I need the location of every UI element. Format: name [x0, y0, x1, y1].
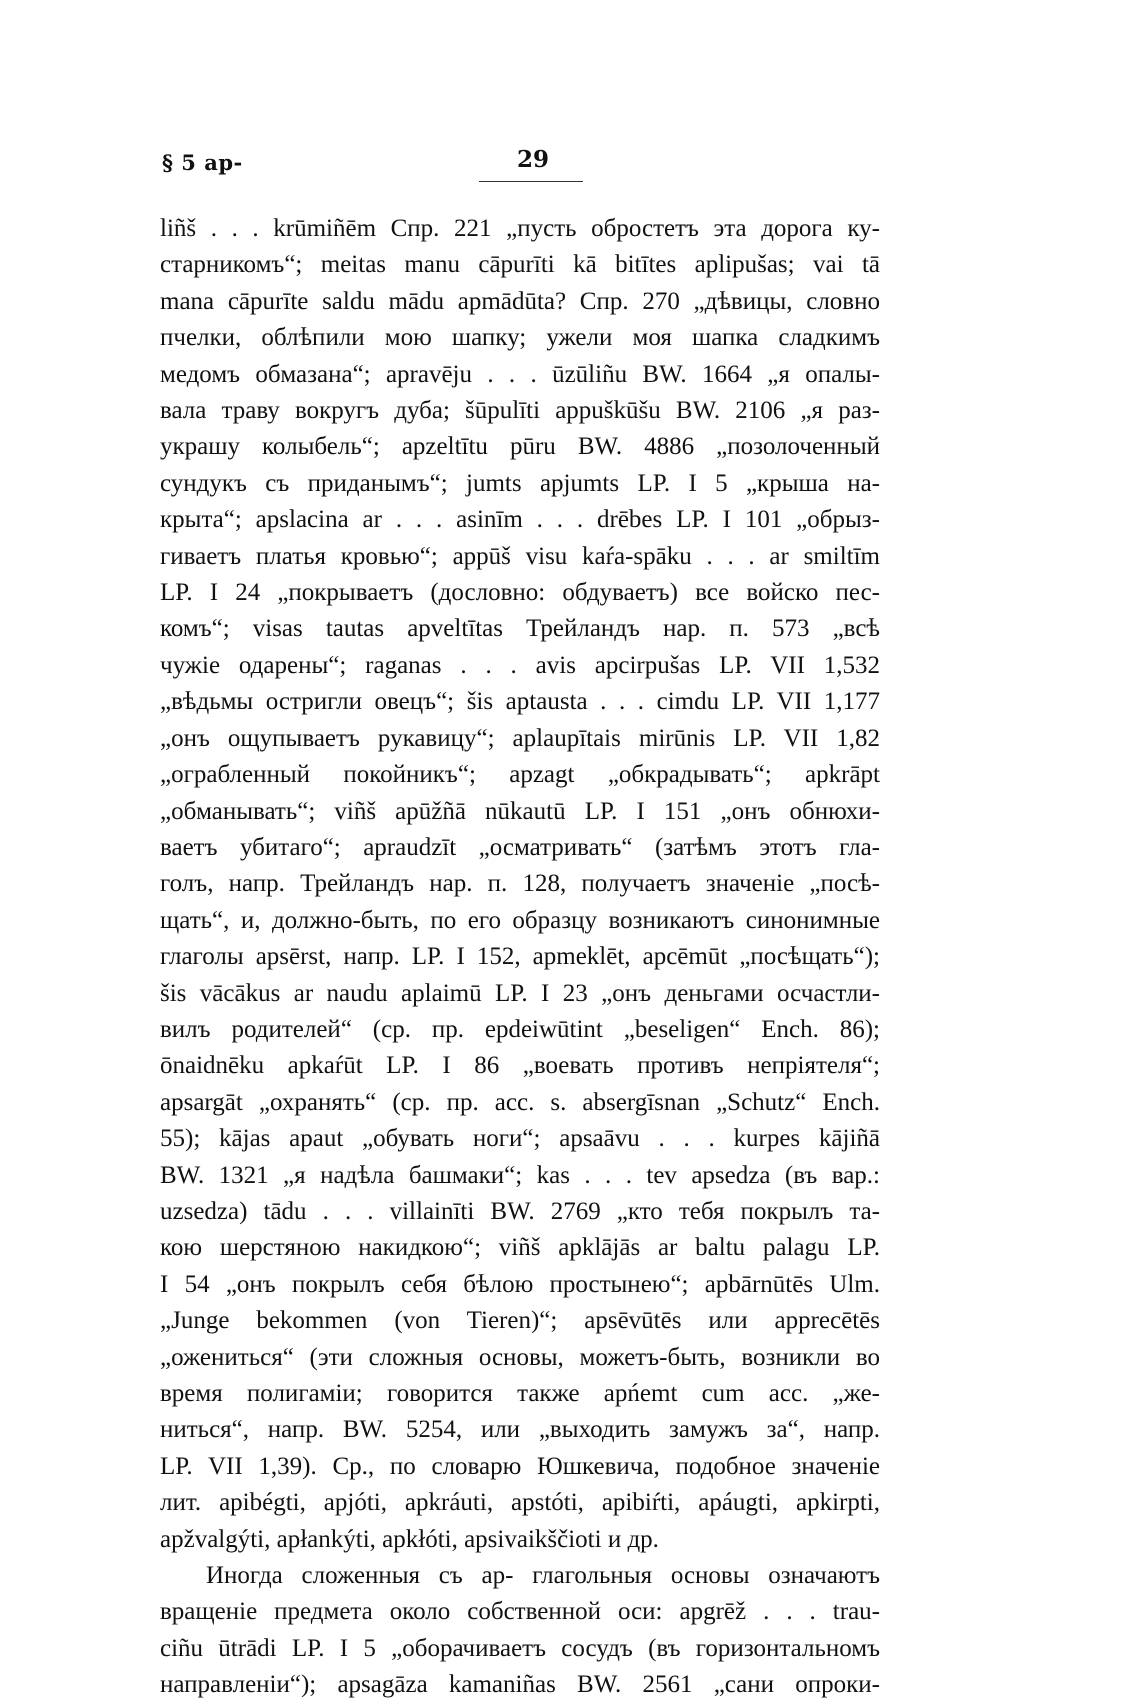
text-line: чужіе одарены“; raganas . . . avis apcirpušas LP. VII 1,532: [160, 651, 880, 679]
text-line: „онъ ощупываетъ рукавицу“; aplaupītais mirūnis LP. VII 1,82: [160, 724, 880, 752]
text-line: apsargāt „охранять“ (ср. пр. acc. s. absergīsnan „Schutz“ Ench.: [160, 1088, 880, 1116]
body-text: [160, 211, 880, 1704]
text-line: ниться“, напр. BW. 5254, или „выходить замужъ за“, напр.: [160, 1416, 880, 1444]
text-line: вала траву вокругъ дуба; šūpulīti appuškūšu BW. 2106 „я раз-: [160, 397, 880, 425]
text-line: mana cāpurīte saldu mādu apmādūta? Спр. 270 „дѣвицы, словно: [160, 287, 880, 315]
text-line: щать“, и, должно-быть, по его образцу возникаютъ синонимные: [160, 906, 880, 934]
text-line: „обманывать“; viñš apūžñā nūkautū LP. I 151 „онъ обнюхи-: [160, 797, 880, 825]
text-line: направленіи“); apsagāza kamaniñas BW. 2561 „сани опроки-: [160, 1671, 880, 1699]
text-line: ciñu ūtrādi LP. I 5 „оборачиваетъ сосудъ (въ горизонтальномъ: [160, 1634, 880, 1662]
text-line: пчелки, облѣпили мою шапку; ужели моя шапка сладкимъ: [160, 324, 880, 352]
text-line: šis vācākus ar naudu aplaimū LP. I 23 „онъ деньгами осчастли-: [160, 979, 880, 1007]
text-line: голъ, напр. Трейландъ нар. п. 128, получаетъ значеніе „посѣ-: [160, 870, 880, 898]
text-line: apžvalgýti, apłankýti, apkłóti, apsivaikščioti и др.: [160, 1525, 659, 1553]
paragraph: [160, 211, 880, 1558]
section-reference: § 5 ap-: [162, 150, 243, 175]
text-line: LP. I 24 „покрываетъ (дословно: обдуваетъ) все войско пес-: [160, 579, 880, 607]
text-line: кою шерстяною накидкою“; viñš apklājās ar baltu palagu LP.: [160, 1234, 880, 1262]
text-line: ваетъ убитаго“; apraudzīt „осматривать“ (затѣмъ этотъ гла-: [160, 833, 880, 861]
text-line: „вѣдьмы остригли овецъ“; šis aptausta . . . cimdu LP. VII 1,177: [160, 688, 880, 716]
text-line: глаголы apsērst, напр. LP. I 152, apmeklēt, apcēmūt „посѣщать“);: [160, 943, 880, 971]
header-rule: [479, 181, 583, 182]
text-line: вилъ родителей“ (ср. пр. epdeiwūtint „beseligen“ Ench. 86);: [160, 1015, 880, 1043]
text-line: крыта“; apslacina ar . . . asinīm . . . drēbes LP. I 101 „обрыз-: [160, 506, 880, 534]
text-line: ōnaidnēku apkaŕūt LP. I 86 „воевать противъ непріятеля“;: [160, 1052, 880, 1080]
text-line: „ограбленный покойникъ“; apzagt „обкрадывать“; apkrāpt: [160, 761, 880, 789]
text-line: „Junge bekommen (von Tieren)“; apsēvūtēs или apprecētēs: [160, 1307, 880, 1335]
page-number: 29: [517, 146, 550, 173]
text-line: сундукъ съ приданымъ“; jumts apjumts LP. I 5 „крыша на-: [160, 469, 880, 497]
text-line: liñš . . . krūmiñēm Спр. 221 „пусть обростетъ эта дорога ку-: [160, 215, 880, 242]
text-line: время полигаміи; говорится также apńemt cum acc. „же-: [160, 1380, 880, 1407]
text-line: BW. 1321 „я надѣла башмаки“; kas . . . tev apsedza (въ вар.:: [160, 1161, 880, 1189]
paragraph: [160, 1558, 880, 1704]
text-line: LP. VII 1,39). Ср., по словарю Юшкевича, подобное значеніе: [160, 1452, 880, 1480]
text-line: 55); kājas apaut „обувать ноги“; apsaāvu . . . kurpes kājiñā: [160, 1125, 880, 1153]
text-line: Иногда сложенныя съ ap- глагольныя основы означаютъ: [206, 1562, 880, 1590]
page-header: [162, 146, 922, 190]
text-line: украшу колыбель“; apzeltītu pūru BW. 4886 „позолоченный: [160, 433, 880, 461]
text-line: комъ“; visas tautas apveltītas Трейландъ нар. п. 573 „всѣ: [160, 615, 880, 643]
text-line: гиваетъ платья кровью“; appūš visu kaŕa-spāku . . . ar smiltīm: [160, 542, 880, 570]
text-line: „оженитьcя“ (эти сложныя основы, можетъ-быть, возникли во: [160, 1343, 880, 1371]
text-line: лит. apibégti, apjóti, apkráuti, apstóti, apibiŕti, apáugti, apkirpti,: [160, 1489, 880, 1517]
text-line: uzsedza) tādu . . . villainīti BW. 2769 „кто тебя покрылъ та-: [160, 1197, 880, 1225]
text-line: вращеніе предмета около собственной оси: apgrēž . . . trau-: [160, 1598, 880, 1626]
text-line: старникомъ“; meitas manu cāpurīti kā bitītes aplipušas; vai tā: [160, 251, 880, 279]
text-line: медомъ обмазана“; apravēju . . . ūzūliñu BW. 1664 „я опалы-: [160, 360, 880, 388]
text-line: I 54 „онъ покрылъ себя бѣлою простынею“; apbārnūtēs Ulm.: [160, 1270, 880, 1298]
